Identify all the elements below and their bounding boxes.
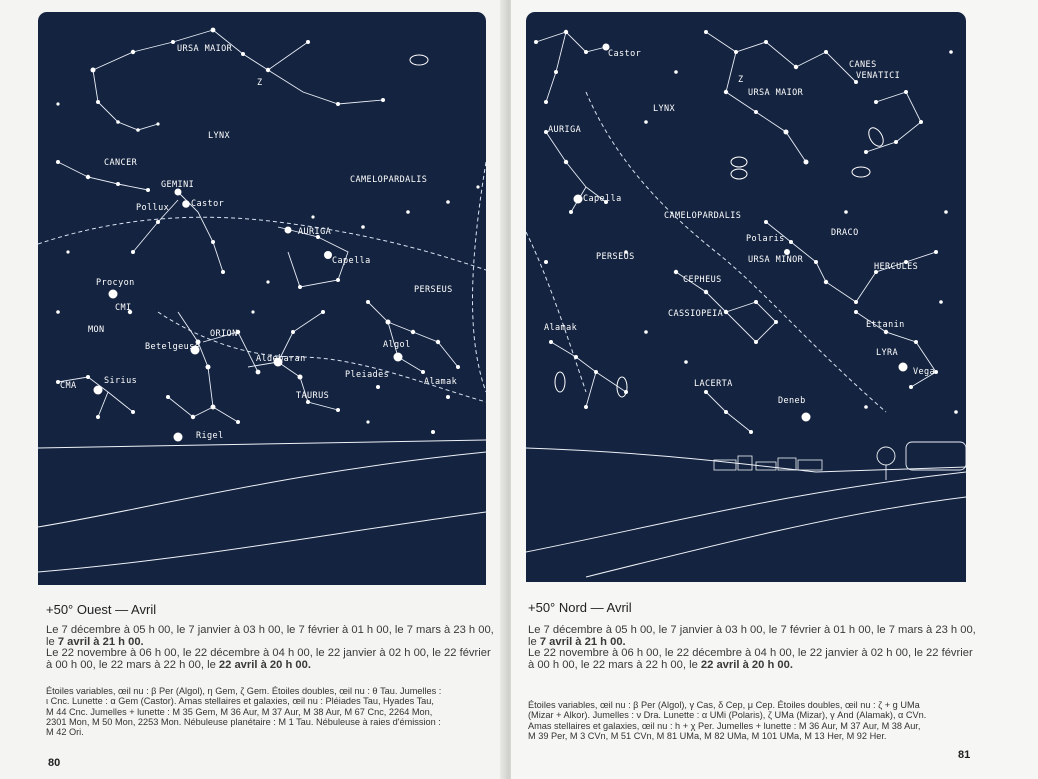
label-sirius: Sirius [104,376,138,386]
right-page-number: 81 [958,749,971,761]
right-notes-line2: (Mizar + Alkor). Jumelles : ν Dra. Lunette : α UMi (Polaris), ζ UMa (Mizar), γ And (Alamak), α CVn. [528,710,927,721]
star-map-west-svg [38,12,486,585]
left-page [0,0,505,779]
left-page-number: 80 [48,757,61,769]
label-algol: Algol [383,340,411,350]
label-procyon: Procyon [96,278,135,288]
label-cma: CMA [60,381,77,391]
label-pollux: Pollux [136,203,170,213]
label-ursa-maior-n: URSA MAIOR [748,88,804,98]
left-times-line1: Le 7 décembre à 05 h 00, le 7 janvier à 03 h 00, le 7 février à 01 h 00, le 7 mars à 23 h 00, [46,624,494,636]
right-notes-line3: Amas stellaires et galaxies, œil nu : h + χ Per. Jumelles + lunette : M 36 Aur, M 37 Aur, M 38 Aur, [528,720,921,731]
trees-silhouette [877,442,966,480]
left-notes-line4: 2301 Mon, M 50 Mon, 2253 Mon. Nébuleuse planétaire : M 1 Tau. Nébuleuse à raies d'émission : [46,716,441,727]
right-page-title: +50° Nord — Avril [528,600,632,615]
label-cmi: CMI [115,303,132,313]
label-hercules: HERCULES [874,262,919,272]
label-lyra: LYRA [876,348,899,358]
label-zeta-n: Z [738,75,744,85]
left-notes-line2: ι Cnc. Lunette : α Gem (Castor). Amas stellaires et galaxies, œil nu : Pléiades Tau, Hyades Tau, [46,696,434,707]
label-camelopardalis: CAMELOPARDALIS [350,175,428,185]
left-notes-line3: M 44 Cnc. Jumelles + lunette : M 35 Gem, M 36 Aur, M 37 Aur, M 38 Aur, M 67 Cnc, 2264 Mon, [46,706,433,717]
label-lynx: LYNX [208,131,231,141]
label-betelgeuse: Betelgeuse [145,342,201,352]
label-perseus-n: PERSEUS [596,252,635,262]
label-cancer: CANCER [104,158,138,168]
right-times-line1: Le 7 décembre à 05 h 00, le 7 janvier à 03 h 00, le 7 février à 01 h 00, le 7 mars à 23 h 00, [528,624,976,636]
label-taurus: TAURUS [296,391,330,401]
label-draco: DRACO [831,228,859,238]
left-times-line2: le 7 avril à 21 h 00. [46,635,144,648]
right-notes [528,700,978,741]
label-perseus: PERSEUS [414,285,453,295]
label-canes-2: VENATICI [856,71,901,81]
left-times-line4: à 00 h 00, le 22 mars à 22 h 00, le 22 avril à 20 h 00. [46,658,311,671]
label-cepheus: CEPHEUS [683,275,722,285]
label-ettanin: Ettanin [866,320,905,330]
label-lacerta: LACERTA [694,379,733,389]
left-times [46,625,496,671]
label-aldebaran: Aldebaran [256,354,306,364]
label-castor: Castor [191,199,225,209]
label-zeta: Z [257,78,263,88]
label-polaris: Polaris [746,234,785,244]
star-map-north [526,12,966,582]
label-lynx-n: LYNX [653,104,676,114]
label-deneb: Deneb [778,396,806,406]
right-times-line3: Le 22 novembre à 06 h 00, le 22 décembre à 04 h 00, le 22 janvier à 02 h 00, le 22 février [528,647,973,660]
left-notes [46,686,496,737]
label-cassiopeia: CASSIOPEIA [668,309,724,319]
left-notes-line5: M 42 Ori. [46,727,84,738]
label-ursa-maior: URSA MAIOR [177,44,233,54]
label-vega: Vega [913,367,936,377]
label-ursa-minor: URSA MINOR [748,255,804,265]
label-orion: ORION [210,329,238,339]
label-castor-n: Castor [608,49,642,59]
label-alamak: Alamak [424,377,458,387]
label-capella: Capella [332,256,371,266]
label-pleiades: Pleiades [345,370,390,380]
right-times-line2: le 7 avril à 21 h 00. [528,635,626,648]
right-notes-line4: M 39 Per, M 3 CVn, M 51 CVn, M 81 UMa, M 82 UMa, M 101 UMa, M 13 Her, M 92 Her. [528,730,887,741]
label-canes-1: CANES [849,60,877,70]
label-mon: MON [88,325,105,335]
right-times [528,625,978,671]
right-notes-line1: Étoiles variables, œil nu : β Per (Algol), γ Cas, δ Cep, μ Cep. Étoiles doubles, œil nu : ζ + g UMa [528,700,920,710]
star-map-west [38,12,486,585]
label-alamak-n: Alamak [544,323,578,333]
label-auriga: AURIGA [298,227,332,237]
left-times-line3: Le 22 novembre à 06 h 00, le 22 décembre à 04 h 00, le 22 janvier à 02 h 00, le 22 février [46,647,491,660]
left-notes-line1: Étoiles variables, œil nu : β Per (Algol), η Gem, ζ Gem. Étoiles doubles, œil nu : θ Tau. Jumelles : [46,686,442,696]
star-map-north-svg [526,12,966,582]
label-gemini: GEMINI [161,180,195,190]
label-capella-n: Capella [583,194,622,204]
left-page-title: +50° Ouest — Avril [46,602,157,617]
label-auriga-n: AURIGA [548,125,582,135]
right-times-line4: à 00 h 00, le 22 mars à 22 h 00, le 22 avril à 20 h 00. [528,658,793,671]
label-camelopardalis-n: CAMELOPARDALIS [664,211,742,221]
label-rigel: Rigel [196,431,224,441]
